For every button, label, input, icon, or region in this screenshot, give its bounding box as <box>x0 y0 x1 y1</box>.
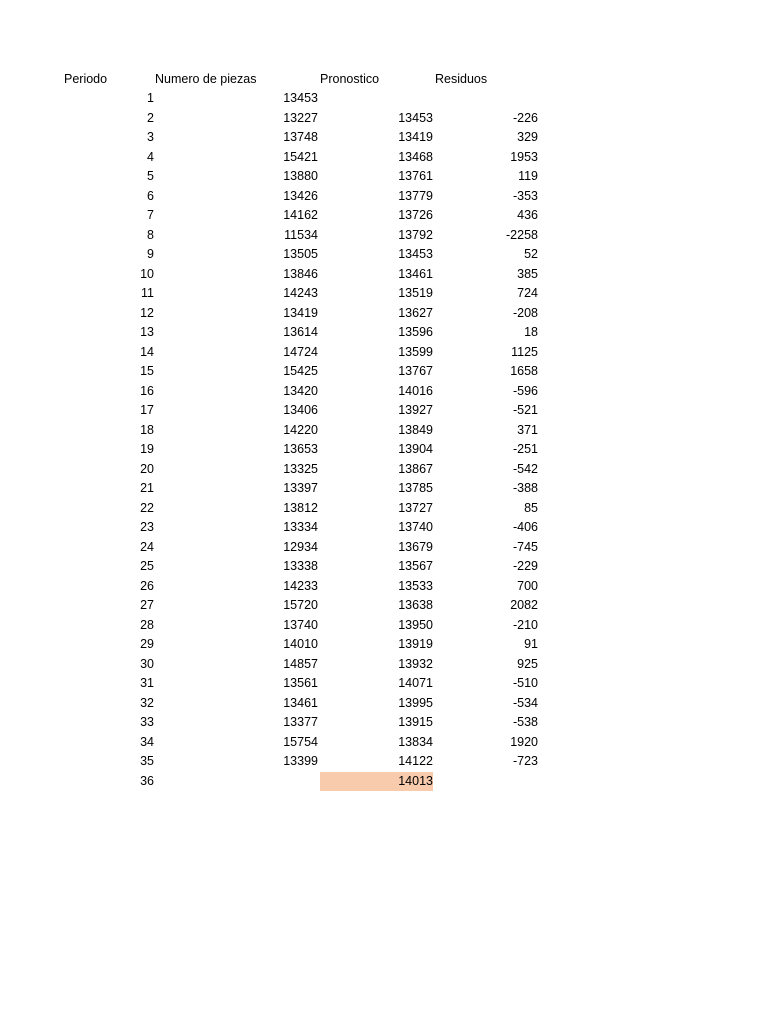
cell-periodo[interactable]: 3 <box>147 130 154 144</box>
table-row <box>0 440 768 460</box>
table-row <box>0 460 768 480</box>
cell-pronostico[interactable]: 13740 <box>398 520 433 534</box>
header-pronostico[interactable]: Pronostico <box>320 72 380 86</box>
cell-periodo[interactable]: 28 <box>140 617 154 632</box>
header-numero-de-piezas[interactable]: Numero de piezas <box>155 72 257 86</box>
cell-numero-de-piezas[interactable]: 13426 <box>283 188 318 203</box>
cell-residuos[interactable]: 329 <box>517 130 538 144</box>
cell-numero-de-piezas[interactable]: 14220 <box>283 422 318 437</box>
cell-residuos[interactable]: 700 <box>517 578 538 593</box>
cell-residuos[interactable]: 2082 <box>510 598 538 612</box>
cell-residuos[interactable]: 436 <box>517 208 538 222</box>
table-row <box>0 557 768 577</box>
table-row <box>0 167 768 187</box>
cell-numero-de-piezas[interactable]: 14243 <box>283 286 318 300</box>
cell-residuos[interactable]: -226 <box>512 110 538 125</box>
cell-pronostico[interactable]: 13761 <box>398 169 433 183</box>
cell-numero-de-piezas[interactable]: 13614 <box>283 325 318 339</box>
cell-periodo[interactable]: 7 <box>147 208 154 222</box>
table-row <box>0 596 768 616</box>
cell-numero-de-piezas[interactable]: 11534 <box>284 227 318 242</box>
cell-residuos[interactable]: -534 <box>512 695 538 710</box>
cell-numero-de-piezas[interactable]: 13653 <box>283 442 318 456</box>
cell-periodo[interactable]: 30 <box>140 656 154 671</box>
cell-numero-de-piezas[interactable]: 13748 <box>283 130 318 144</box>
cell-pronostico[interactable]: 14016 <box>398 383 433 398</box>
cell-pronostico[interactable]: 13679 <box>398 539 433 554</box>
cell-numero-de-piezas[interactable]: 14162 <box>283 208 318 222</box>
cell-periodo[interactable]: 20 <box>140 461 154 476</box>
cell-pronostico[interactable]: 13927 <box>398 403 433 417</box>
cell-numero-de-piezas[interactable]: 13812 <box>283 500 318 515</box>
cell-residuos[interactable]: 371 <box>517 422 538 437</box>
cell-numero-de-piezas[interactable]: 13561 <box>283 676 318 690</box>
cell-periodo[interactable]: 27 <box>140 598 154 612</box>
table-row <box>0 284 768 304</box>
cell-periodo[interactable]: 34 <box>140 734 154 749</box>
cell-periodo[interactable]: 4 <box>147 149 154 164</box>
table-row <box>0 148 768 168</box>
cell-residuos[interactable]: 85 <box>524 500 538 515</box>
table-row <box>0 577 768 597</box>
table-row <box>0 635 768 655</box>
cell-numero-de-piezas[interactable]: 13420 <box>283 383 318 398</box>
table-row <box>0 304 768 324</box>
cell-residuos[interactable]: -745 <box>512 539 538 554</box>
cell-periodo[interactable]: 35 <box>140 754 154 768</box>
cell-residuos[interactable]: -353 <box>512 188 538 203</box>
table-row <box>0 323 768 343</box>
cell-numero-de-piezas[interactable]: 13377 <box>283 715 318 729</box>
table-row <box>0 616 768 636</box>
cell-periodo[interactable]: 22 <box>140 500 154 515</box>
cell-periodo[interactable]: 13 <box>140 325 154 339</box>
cell-numero-de-piezas[interactable]: 15421 <box>283 149 318 164</box>
cell-residuos[interactable] <box>434 772 538 792</box>
table-row <box>0 772 768 792</box>
table-row <box>0 401 768 421</box>
table-row <box>0 538 768 558</box>
table-row <box>0 89 768 109</box>
cell-periodo[interactable]: 36 <box>140 773 154 788</box>
cell-periodo[interactable]: 6 <box>147 188 154 203</box>
cell-pronostico[interactable]: 13726 <box>398 208 433 222</box>
cell-periodo[interactable]: 33 <box>140 715 154 729</box>
table-row <box>0 226 768 246</box>
cell-periodo[interactable]: 17 <box>140 403 154 417</box>
cell-periodo[interactable]: 2 <box>147 110 154 125</box>
cell-residuos[interactable]: 18 <box>524 325 538 339</box>
cell-numero-de-piezas[interactable]: 13453 <box>283 91 318 105</box>
header-residuos[interactable]: Residuos <box>435 72 488 86</box>
cell-numero-de-piezas[interactable]: 13399 <box>283 754 318 768</box>
cell-numero-de-piezas[interactable]: 14010 <box>283 637 318 651</box>
cell-periodo[interactable]: 16 <box>140 383 154 398</box>
cell-residuos[interactable]: 385 <box>517 266 538 281</box>
cell-periodo[interactable]: 11 <box>141 286 154 300</box>
table-row <box>0 109 768 129</box>
cell-periodo[interactable]: 23 <box>140 520 154 534</box>
header-periodo[interactable]: Periodo <box>64 72 108 86</box>
cell-numero-de-piezas[interactable]: 15720 <box>283 598 318 612</box>
table-row <box>0 479 768 499</box>
cell-periodo[interactable]: 24 <box>140 539 154 554</box>
cell-pronostico[interactable]: 13453 <box>398 110 433 125</box>
cell-pronostico[interactable]: 13627 <box>398 305 433 320</box>
cell-residuos[interactable]: -723 <box>512 754 538 768</box>
table-row <box>0 128 768 148</box>
cell-pronostico[interactable]: 13638 <box>398 598 433 612</box>
cell-pronostico[interactable]: 14122 <box>398 754 433 768</box>
cell-residuos[interactable]: -521 <box>512 403 538 417</box>
cell-pronostico[interactable]: 13919 <box>398 637 433 651</box>
cell-periodo[interactable]: 18 <box>140 422 154 437</box>
cell-residuos[interactable]: -388 <box>512 481 538 495</box>
table-row <box>0 362 768 382</box>
cell-residuos[interactable]: -2258 <box>506 227 538 242</box>
cell-periodo[interactable]: 10 <box>140 266 154 281</box>
table-row <box>0 499 768 519</box>
cell-pronostico[interactable]: 13785 <box>398 481 433 495</box>
cell-residuos[interactable]: 1953 <box>510 149 538 164</box>
cell-residuos[interactable]: -210 <box>512 617 538 632</box>
cell-pronostico[interactable]: 13932 <box>398 656 433 671</box>
cell-residuos[interactable]: -596 <box>512 383 538 398</box>
cell-periodo[interactable]: 32 <box>140 695 154 710</box>
cell-pronostico[interactable]: 13727 <box>398 500 433 515</box>
cell-numero-de-piezas[interactable]: 13406 <box>283 403 318 417</box>
cell-pronostico[interactable]: 14013 <box>320 772 433 792</box>
cell-periodo[interactable]: 1 <box>147 91 154 105</box>
cell-numero-de-piezas[interactable]: 13846 <box>283 266 318 281</box>
cell-periodo[interactable]: 15 <box>140 364 154 378</box>
cell-periodo[interactable]: 31 <box>140 676 154 690</box>
cell-numero-de-piezas[interactable]: 14233 <box>283 578 318 593</box>
cell-numero-de-piezas[interactable]: 13505 <box>283 247 318 261</box>
cell-pronostico[interactable]: 13779 <box>398 188 433 203</box>
table-row <box>0 713 768 733</box>
cell-pronostico[interactable]: 13849 <box>398 422 433 437</box>
cell-numero-de-piezas[interactable]: 14724 <box>283 344 318 359</box>
cell-residuos[interactable]: -251 <box>512 442 538 456</box>
cell-pronostico[interactable]: 13834 <box>398 734 433 749</box>
cell-residuos[interactable]: -542 <box>512 461 538 476</box>
cell-numero-de-piezas[interactable]: 13338 <box>283 559 318 573</box>
cell-residuos[interactable]: 1658 <box>510 364 538 378</box>
table-row <box>0 674 768 694</box>
cell-numero-de-piezas[interactable]: 13397 <box>283 481 318 495</box>
cell-residuos[interactable]: 724 <box>517 286 538 300</box>
cell-numero-de-piezas[interactable]: 13461 <box>283 695 318 710</box>
cell-pronostico[interactable]: 13950 <box>398 617 433 632</box>
cell-residuos[interactable]: -208 <box>512 305 538 320</box>
cell-periodo[interactable]: 5 <box>147 169 154 183</box>
cell-numero-de-piezas[interactable]: 12934 <box>283 539 318 554</box>
cell-pronostico[interactable]: 13419 <box>398 130 433 144</box>
cell-numero-de-piezas[interactable]: 13334 <box>283 520 318 534</box>
cell-pronostico[interactable]: 13792 <box>398 227 433 242</box>
cell-numero-de-piezas[interactable] <box>260 772 318 792</box>
cell-pronostico[interactable]: 13461 <box>398 266 433 281</box>
cell-periodo[interactable]: 9 <box>147 247 154 261</box>
table-row <box>0 752 768 772</box>
cell-residuos[interactable]: 1125 <box>511 344 538 359</box>
cell-residuos[interactable]: -229 <box>512 559 538 573</box>
cell-pronostico[interactable]: 13599 <box>398 344 433 359</box>
cell-residuos[interactable] <box>434 89 538 109</box>
cell-periodo[interactable]: 8 <box>147 227 154 242</box>
cell-pronostico[interactable]: 13468 <box>398 149 433 164</box>
cell-periodo[interactable]: 25 <box>140 559 154 573</box>
cell-numero-de-piezas[interactable]: 13227 <box>283 110 318 125</box>
cell-residuos[interactable]: -510 <box>512 676 538 690</box>
cell-residuos[interactable]: -538 <box>512 715 538 729</box>
cell-pronostico[interactable]: 13519 <box>398 286 433 300</box>
table-row <box>0 518 768 538</box>
cell-pronostico[interactable]: 13904 <box>398 442 433 456</box>
cell-periodo[interactable]: 26 <box>140 578 154 593</box>
cell-residuos[interactable]: 119 <box>518 169 538 183</box>
table-row <box>0 733 768 753</box>
table-row <box>0 382 768 402</box>
cell-periodo[interactable]: 19 <box>140 442 154 456</box>
table-row <box>0 187 768 207</box>
cell-pronostico[interactable]: 13533 <box>398 578 433 593</box>
cell-residuos[interactable]: 925 <box>517 656 538 671</box>
cell-periodo[interactable]: 12 <box>140 305 154 320</box>
cell-numero-de-piezas[interactable]: 13740 <box>283 617 318 632</box>
cell-pronostico[interactable]: 13567 <box>398 559 433 573</box>
cell-numero-de-piezas[interactable]: 15754 <box>283 734 318 749</box>
cell-residuos[interactable]: 91 <box>524 637 538 651</box>
table-row <box>0 694 768 714</box>
cell-pronostico[interactable] <box>320 89 433 109</box>
cell-numero-de-piezas[interactable]: 13325 <box>283 461 318 476</box>
cell-residuos[interactable]: 52 <box>524 247 538 261</box>
cell-pronostico[interactable]: 13767 <box>398 364 433 378</box>
cell-numero-de-piezas[interactable]: 13419 <box>283 305 318 320</box>
cell-periodo[interactable]: 14 <box>140 344 154 359</box>
cell-pronostico[interactable]: 13995 <box>398 695 433 710</box>
cell-numero-de-piezas[interactable]: 13880 <box>283 169 318 183</box>
table-row <box>0 245 768 265</box>
cell-periodo[interactable]: 21 <box>140 481 154 495</box>
cell-pronostico[interactable]: 13867 <box>398 461 433 476</box>
table-row <box>0 206 768 226</box>
cell-pronostico[interactable]: 13596 <box>398 325 433 339</box>
table-row <box>0 265 768 285</box>
cell-residuos[interactable]: -406 <box>512 520 538 534</box>
cell-residuos[interactable]: 1920 <box>510 734 538 749</box>
table-row <box>0 343 768 363</box>
cell-numero-de-piezas[interactable]: 14857 <box>283 656 318 671</box>
cell-pronostico[interactable]: 14071 <box>398 676 433 690</box>
table-row <box>0 655 768 675</box>
cell-numero-de-piezas[interactable]: 15425 <box>283 364 318 378</box>
cell-pronostico[interactable]: 13453 <box>398 247 433 261</box>
cell-periodo[interactable]: 29 <box>140 637 154 651</box>
cell-pronostico[interactable]: 13915 <box>398 715 433 729</box>
table-row <box>0 421 768 441</box>
